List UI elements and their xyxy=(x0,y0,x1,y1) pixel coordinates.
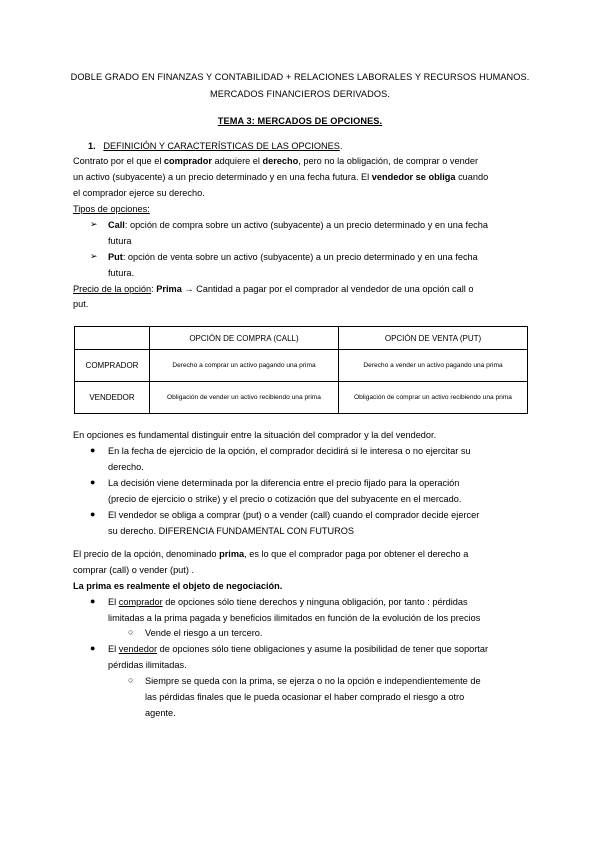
seller-sub-line-3: agente. xyxy=(145,708,176,718)
cell-buyer-put: Derecho a vender un activo pagando una prima xyxy=(339,350,528,382)
cell-seller-call: Obligación de vender un activo recibiendo una prima xyxy=(150,382,339,414)
seller-bullet-line-2: pérdidas ilimitadas. xyxy=(108,660,187,670)
circle-bullet-icon: ○ xyxy=(128,675,134,685)
table-row xyxy=(75,382,528,414)
table-row xyxy=(75,350,528,382)
header-subject: MERCADOS FINANCIEROS DERIVADOS. xyxy=(209,89,391,99)
seller-sub-line-2: las pérdidas finales que le pueda ocasionar el haber comprado el riesgo a otro xyxy=(145,692,465,702)
topic-title: TEMA 3: MERCADOS DE OPCIONES. xyxy=(217,116,383,126)
price-line: Precio de la opción: Prima → Cantidad a pagar por el comprador al vendedor de una opción call o xyxy=(73,284,474,294)
seller-sub-line-1: Siempre se queda con la prima, se ejerza o no la opción e independientemente de xyxy=(145,676,481,686)
col-header-call: OPCIÓN DE COMPRA (CALL) xyxy=(150,327,339,350)
definition-line-3: el comprador ejerce su derecho. xyxy=(73,188,205,198)
types-heading: Tipos de opciones: xyxy=(73,204,150,214)
row-header-buyer: COMPRADOR xyxy=(75,350,150,382)
arrow-bullet-icon: ➢ xyxy=(90,219,98,229)
bullet-dot-icon: ● xyxy=(90,509,96,519)
cell-buyer-call: Derecho a comprar un activo pagando una prima xyxy=(150,350,339,382)
bullet-3-line-2: su derecho. DIFERENCIA FUNDAMENTAL CON FUTUROS xyxy=(108,526,355,536)
bullet-2-line-1: La decisión viene determinada por la diferencia entre el precio fijado para la operación xyxy=(108,478,460,488)
table-header-row xyxy=(75,327,528,350)
call-definition: Call: opción de compra sobre un activo (subyacente) a un precio determinado y en una fecha xyxy=(108,220,488,230)
buyer-bullet-line-2: limitadas a la prima pagada y beneficios ilimitados en función de la evolución de los precios xyxy=(108,613,481,623)
col-header-put: OPCIÓN DE VENTA (PUT) xyxy=(339,327,528,350)
bullet-1-line-1: En la fecha de ejercicio de la opción, el comprador decidirá si le interesa o no ejercitar su xyxy=(108,446,471,456)
paragraph-prima-line-2: comprar (call) o vender (put) . xyxy=(73,565,195,575)
table-corner-cell xyxy=(75,327,150,350)
paragraph-negotiation: La prima es realmente el objeto de negociación. xyxy=(73,581,283,591)
price-line-cont: put. xyxy=(73,299,89,309)
arrow-bullet-icon: ➢ xyxy=(90,251,98,261)
bullet-dot-icon: ● xyxy=(90,643,96,653)
paragraph-distinguish: En opciones es fundamental distinguir entre la situación del comprador y la del vendedor. xyxy=(73,430,437,440)
put-definition: Put: opción de venta sobre un activo (subyacente) a un precio determinado y en una fecha xyxy=(108,252,478,262)
bullet-dot-icon: ● xyxy=(90,596,96,606)
paragraph-prima-line-1: El precio de la opción, denominado prima, es lo que el comprador paga por obtener el derecho a xyxy=(73,549,469,559)
bullet-dot-icon: ● xyxy=(90,477,96,487)
bullet-1-line-2: derecho. xyxy=(108,462,144,472)
call-definition-cont: futura xyxy=(108,236,132,246)
put-definition-cont: futura. xyxy=(108,268,135,278)
row-header-seller: VENDEDOR xyxy=(75,382,150,414)
section-heading: 1. DEFINICIÓN Y CARACTERÍSTICAS DE LAS OPCIONES. xyxy=(88,141,343,151)
definition-line-1: Contrato por el que el comprador adquiere el derecho, pero no la obligación, de comprar o vender xyxy=(73,156,479,166)
options-table xyxy=(74,326,528,414)
circle-bullet-icon: ○ xyxy=(128,627,134,637)
header-degree: DOBLE GRADO EN FINANZAS Y CONTABILIDAD + RELACIONES LABORALES Y RECURSOS HUMANOS. xyxy=(70,72,530,82)
buyer-bullet-line-1: El comprador de opciones sólo tiene derechos y ninguna obligación, por tanto : pérdidas xyxy=(108,597,468,607)
seller-bullet-line-1: El vendedor de opciones sólo tiene obligaciones y asume la posibilidad de tener que soportar xyxy=(108,644,489,654)
bullet-3-line-1: El vendedor se obliga a comprar (put) o a vender (call) cuando el comprador decide ejercer xyxy=(108,510,480,520)
bullet-2-line-2: (precio de ejercicio o strike) y el precio o cotización que del subyacente en el mercado. xyxy=(108,494,462,504)
buyer-sub-bullet: Vende el riesgo a un tercero. xyxy=(145,628,263,638)
cell-seller-put: Obligación de comprar un activo recibiendo una prima xyxy=(339,382,528,414)
definition-line-2: un activo (subyacente) a un precio determinado y en una fecha futura. El vendedor se obliga cuando xyxy=(73,172,489,182)
bullet-dot-icon: ● xyxy=(90,445,96,455)
